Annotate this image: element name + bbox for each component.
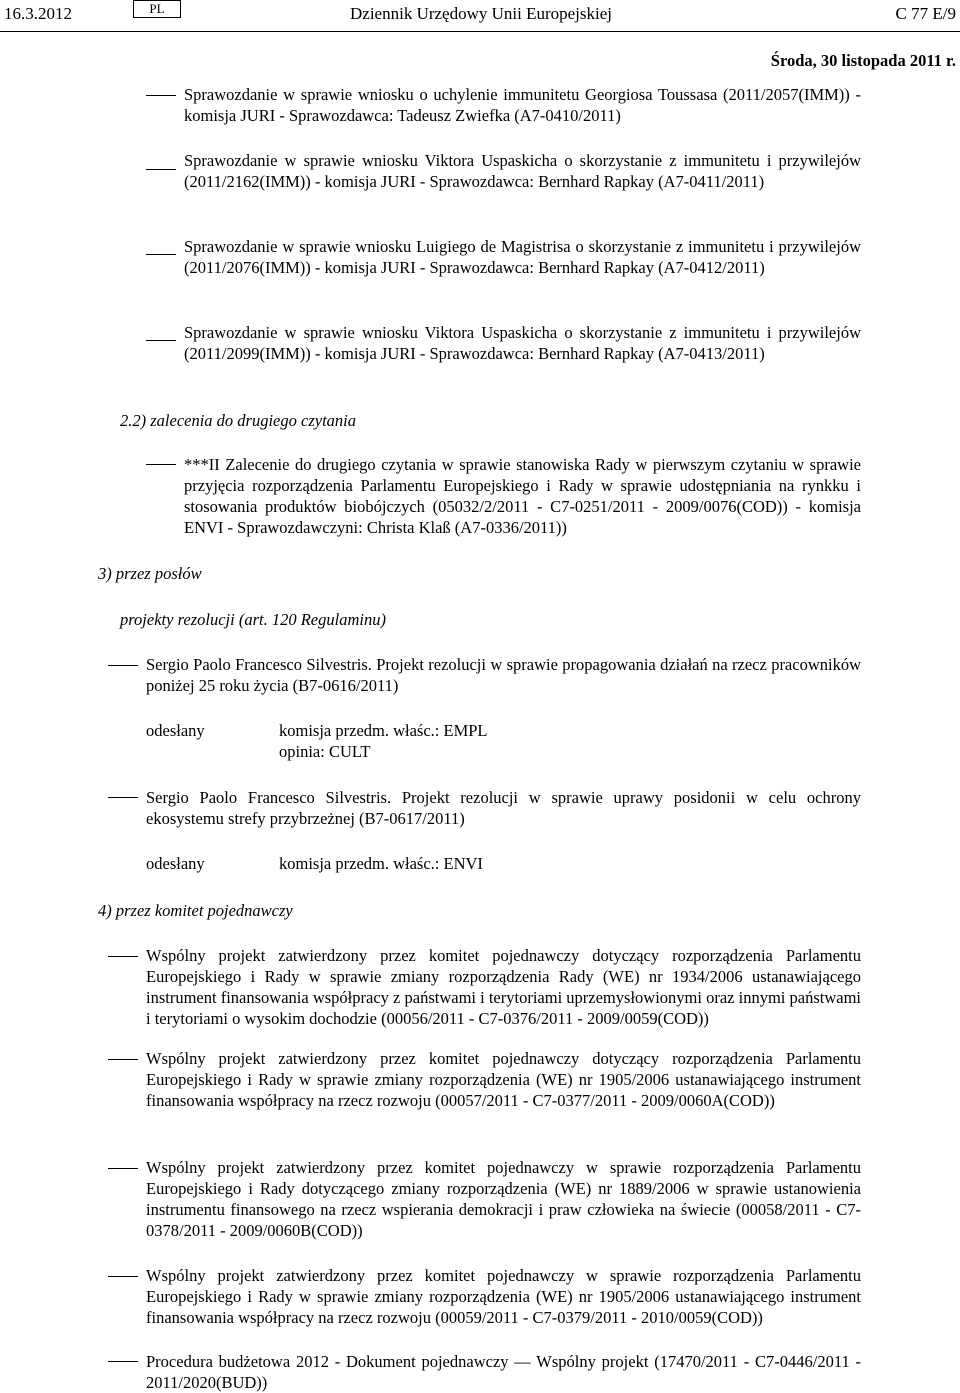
conciliation-item: Wspólny projekt zatwierdzony przez komitet pojednawczy w sprawie rozporządzenia Parlamentu Europejskiego i Rady dotyczącego zmiany rozporządzenia (WE) nr 1889/2006 w sprawie ustanowienia instrumentu finansowego na rzecz wspierania demokracji i praw człowieka na świecie (00058/2011 - C7-0378/2011 - 2009/0060B(COD)) [146, 1158, 861, 1240]
referral-label: odesłany [146, 854, 205, 873]
report-item: Sprawozdanie w sprawie wniosku Viktora Uspaskicha o skorzystanie z immunitetu i przywilejów (2011/2162(IMM)) - komisja JURI - Sprawozdawca: Bernhard Rapkay (A7-0411/2011) [184, 151, 861, 191]
dash [146, 254, 176, 255]
report-item: Sprawozdanie w sprawie wniosku o uchylenie immunitetu Georgiosa Toussasa (2011/2057(IMM)) - komisja JURI - Sprawozdawca: Tadeusz Zwiefka (A7-0410/2011) [184, 85, 861, 125]
conciliation-item: Wspólny projekt zatwierdzony przez komitet pojednawczy w sprawie rozporządzenia Parlamentu Europejskiego i Rady w sprawie zmiany rozporządzenia (WE) nr 1905/2006 ustanawiającego instrument finansowania współpracy na rzecz rozwoju (00059/2011 - C7-0379/2011 - 2010/0059(COD)) [146, 1266, 861, 1327]
conciliation-item: Wspólny projekt zatwierdzony przez komitet pojednawczy dotyczący rozporządzenia Parlamentu Europejskiego i Rady w sprawie zmiany rozporządzenia (WE) nr 1905/2006 ustanawiającego instrument finansowania współpracy na rzecz rozwoju (00057/2011 - C7-0377/2011 - 2009/0060A(COD)) [146, 1049, 861, 1110]
language-badge: PL [133, 0, 181, 18]
referral-committee: komisja przedm. właśc.: EMPL [279, 721, 488, 740]
dash [108, 1168, 138, 1169]
publication-date: 16.3.2012 [4, 4, 72, 23]
dash [146, 95, 176, 96]
report-item: Sprawozdanie w sprawie wniosku Luigiego de Magistrisa o skorzystanie z immunitetu i przywilejów (2011/2076(IMM)) - komisja JURI - Sprawozdawca: Bernhard Rapkay (A7-0412/2011) [184, 237, 861, 277]
section-heading-4: 4) przez komitet pojednawczy [98, 901, 293, 920]
dash [108, 665, 138, 666]
dash [146, 340, 176, 341]
dash [146, 464, 176, 465]
dash [108, 1059, 138, 1060]
conciliation-item: Wspólny projekt zatwierdzony przez komitet pojednawczy dotyczący rozporządzenia Parlamentu Europejskiego i Rady w sprawie zmiany rozporządzenia Rady (WE) nr 1934/2006 ustanawiającego instrument finansowania współpracy z państwami i terytoriami uprzemysłowionymi oraz innymi państwami i terytoriami o wysokim dochodzie (00056/2011 - C7-0376/2011 - 2009/0059(COD)) [146, 946, 861, 1028]
recommendation-item: ***II Zalecenie do drugiego czytania w sprawie stanowiska Rady w pierwszym czytaniu w sprawie przyjęcia rozporządzenia Parlamentu Europejskiego i Rady w sprawie udostępniania na rynkku i stosowania produktów biobójczych (05032/2/2011 - C7-0251/2011 - 2009/0076(COD)) - komisja ENVI - Sprawozdawczyni: Christa Klaß (A7-0336/2011)) [184, 455, 861, 537]
dash [108, 956, 138, 957]
referral-label: odesłany [146, 721, 205, 740]
journal-title: Dziennik Urzędowy Unii Europejskiej [350, 4, 613, 23]
page-reference: C 77 E/9 [895, 4, 956, 23]
referral-opinion: opinia: CULT [279, 742, 371, 761]
conciliation-item: Procedura budżetowa 2012 - Dokument pojednawczy — Wspólny projekt (17470/2011 - C7-0446/2011 - 2011/2020(BUD)) [146, 1352, 861, 1392]
section-heading-2-2: 2.2) zalecenia do drugiego czytania [120, 411, 356, 430]
resolution-item: Sergio Paolo Francesco Silvestris. Projekt rezolucji w sprawie uprawy posidonii w celu ochrony ekosystemu strefy przybrzeżnej (B7-0617/2011) [146, 788, 861, 828]
report-item: Sprawozdanie w sprawie wniosku Viktora Uspaskicha o skorzystanie z immunitetu i przywilejów (2011/2099(IMM)) - komisja JURI - Sprawozdawca: Bernhard Rapkay (A7-0413/2011) [184, 323, 861, 363]
resolution-item: Sergio Paolo Francesco Silvestris. Projekt rezolucji w sprawie propagowania działań na rzecz pracowników poniżej 25 roku życia (B7-0616/2011) [146, 655, 861, 695]
section-heading-3: 3) przez posłów [98, 564, 202, 583]
header-rule [0, 31, 960, 32]
dash [146, 169, 176, 170]
page-header [0, 0, 960, 32]
dash [108, 797, 138, 798]
dash [108, 1361, 138, 1362]
referral-committee: komisja przedm. właśc.: ENVI [279, 854, 483, 873]
session-date: Środa, 30 listopada 2011 r. [770, 51, 956, 70]
dash [108, 1276, 138, 1277]
section-subheading-3: projekty rezolucji (art. 120 Regulaminu) [120, 610, 386, 629]
